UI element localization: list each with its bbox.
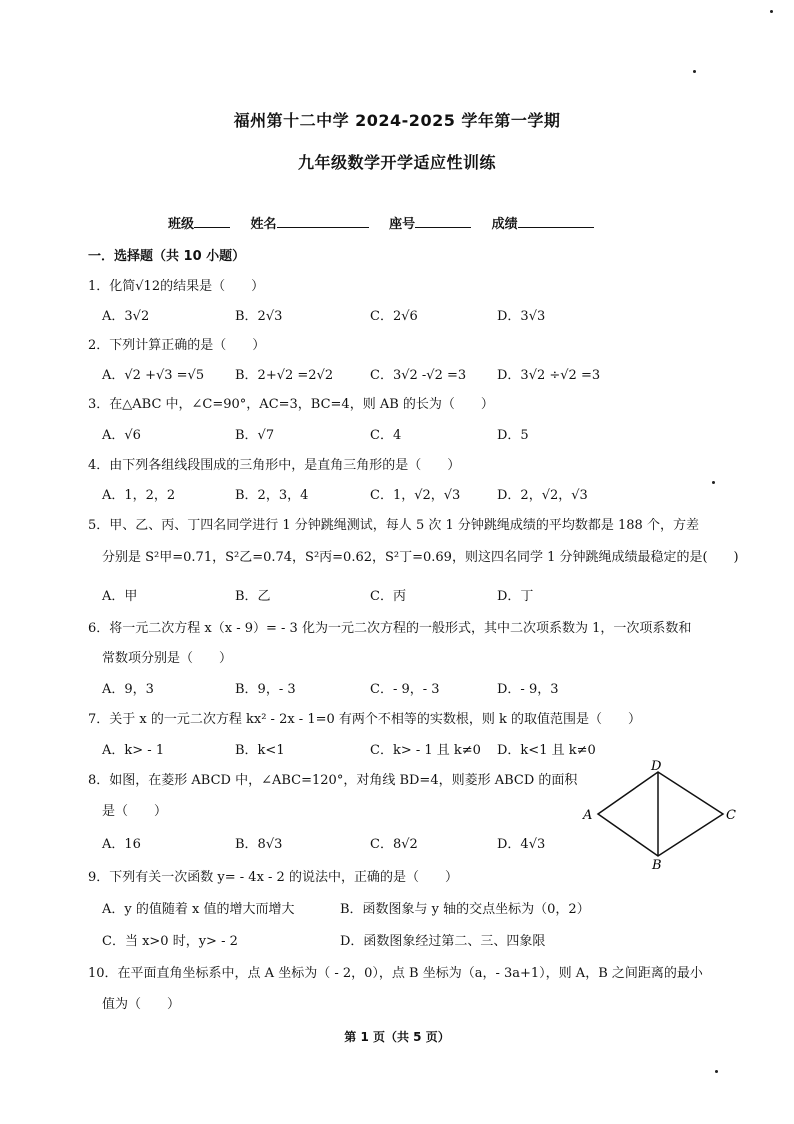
question-8-option-d: D．4√3 bbox=[497, 837, 546, 852]
question-10-stem: 10．在平面直角坐标系中，点 A 坐标为（ - 2，0），点 B 坐标为（a，- 3a+1），则 A，B 之间距离的最小 bbox=[88, 966, 703, 981]
question-6-option-d: D．- 9，3 bbox=[497, 682, 559, 697]
question-8-option-a: A．16 bbox=[102, 837, 141, 852]
question-4-option-a: A．1，2，2 bbox=[102, 488, 176, 503]
question-6-stem-cont: 常数项分别是（ ） bbox=[102, 651, 233, 666]
question-9-option-a: A．y 的值随着 x 值的增大而增大 bbox=[102, 902, 295, 917]
question-4-stem: 4．由下列各组线段围成的三角形中，是直角三角形的是（ ） bbox=[88, 458, 461, 473]
question-7-option-b: B．k<1 bbox=[235, 743, 285, 758]
question-6-stem: 6．将一元二次方程 x（x - 9）= - 3 化为一元二次方程的一般形式，其中二次项系数为 1，一次项系数和 bbox=[88, 621, 692, 636]
question-6-option-a: A．9，3 bbox=[102, 682, 154, 697]
question-5-option-b: B．乙 bbox=[235, 589, 271, 604]
page-footer: 第 1 页（共 5 页） bbox=[344, 1030, 450, 1044]
question-9-option-c: C．当 x>0 时，y> - 2 bbox=[102, 934, 238, 949]
question-8-option-b: B．8√3 bbox=[235, 837, 283, 852]
score-label: 成绩 bbox=[491, 217, 518, 232]
question-8-option-c: C．8√2 bbox=[370, 837, 418, 852]
scan-speck bbox=[770, 10, 773, 13]
question-5-option-a: A．甲 bbox=[102, 589, 138, 604]
question-8-stem-cont: 是（ ） bbox=[102, 804, 168, 819]
question-1-stem: 1．化简√12的结果是（ ） bbox=[88, 279, 265, 294]
question-5-option-d: D．丁 bbox=[497, 589, 534, 604]
question-2-stem: 2．下列计算正确的是（ ） bbox=[88, 338, 266, 353]
name-blank bbox=[277, 215, 369, 228]
question-3-option-a: A．√6 bbox=[102, 428, 141, 443]
question-2-option-a: A．√2 +√3 =√5 bbox=[102, 368, 205, 383]
question-3-option-b: B．√7 bbox=[235, 428, 275, 443]
question-2-option-d: D．3√2 ÷√2 =3 bbox=[497, 368, 601, 383]
exam-title: 福州第十二中学 2024-2025 学年第一学期 bbox=[233, 111, 561, 130]
question-9-stem: 9．下列有关一次函数 y= - 4x - 2 的说法中，正确的是（ ） bbox=[88, 870, 458, 885]
class-label: 班级 bbox=[168, 217, 195, 232]
student-info-row bbox=[168, 213, 610, 232]
question-5-option-c: C．丙 bbox=[370, 589, 406, 604]
class-blank bbox=[194, 215, 230, 228]
scan-speck bbox=[712, 481, 715, 484]
score-blank bbox=[518, 215, 594, 228]
section-title: 一．选择题（共 10 小题） bbox=[88, 249, 246, 264]
name-label: 姓名 bbox=[250, 217, 277, 232]
question-1-option-d: D．3√3 bbox=[497, 309, 546, 324]
scan-speck bbox=[693, 70, 696, 73]
exam-subtitle: 九年级数学开学适应性训练 bbox=[297, 153, 496, 172]
vertex-a-label: A bbox=[583, 808, 593, 823]
question-3-stem: 3．在△ABC 中，∠C=90°，AC=3，BC=4，则 AB 的长为（ ） bbox=[88, 397, 494, 412]
question-9-option-d: D．函数图象经过第二、三、四象限 bbox=[340, 934, 546, 949]
question-7-option-c: C．k> - 1 且 k≠0 bbox=[370, 743, 481, 758]
question-7-option-d: D．k<1 且 k≠0 bbox=[497, 743, 596, 758]
question-5-stem-cont: 分别是 S²甲=0.71，S²乙=0.74，S²丙=0.62，S²丁=0.69，则这四名同学 1 分钟跳绳成绩最稳定的是( ) bbox=[102, 550, 739, 565]
rhombus-figure bbox=[578, 758, 748, 870]
rhombus-outline bbox=[598, 772, 723, 856]
question-6-option-b: B．9，- 3 bbox=[235, 682, 296, 697]
question-8-stem: 8．如图，在菱形 ABCD 中，∠ABC=120°，对角线 BD=4，则菱形 ABCD 的面积 bbox=[88, 773, 578, 788]
question-10-stem-cont: 值为（ ） bbox=[102, 997, 181, 1012]
question-4-option-d: D．2，√2，√3 bbox=[497, 488, 588, 503]
vertex-c-label: C bbox=[726, 808, 736, 823]
question-3-option-c: C．4 bbox=[370, 428, 402, 443]
seat-label: 座号 bbox=[389, 217, 416, 232]
question-1-option-b: B．2√3 bbox=[235, 309, 283, 324]
question-9-option-b: B．函数图象与 y 轴的交点坐标为（0，2） bbox=[340, 902, 590, 917]
vertex-b-label: B bbox=[652, 858, 662, 870]
question-3-option-d: D．5 bbox=[497, 428, 529, 443]
question-5-stem: 5．甲、乙、丙、丁四名同学进行 1 分钟跳绳测试，每人 5 次 1 分钟跳绳成绩的平均数都是 188 个，方差 bbox=[88, 518, 699, 533]
question-4-option-c: C．1，√2，√3 bbox=[370, 488, 461, 503]
question-7-stem: 7．关于 x 的一元二次方程 kx² - 2x - 1=0 有两个不相等的实数根，则 k 的取值范围是（ ） bbox=[88, 712, 642, 727]
question-4-option-b: B．2，3，4 bbox=[235, 488, 309, 503]
question-2-option-c: C．3√2 -√2 =3 bbox=[370, 368, 467, 383]
question-1-option-c: C．2√6 bbox=[370, 309, 418, 324]
question-1-option-a: A．3√2 bbox=[102, 309, 150, 324]
seat-blank bbox=[415, 215, 471, 228]
question-7-option-a: A．k> - 1 bbox=[102, 743, 165, 758]
question-2-option-b: B．2+√2 =2√2 bbox=[235, 368, 334, 383]
scan-speck bbox=[715, 1070, 718, 1073]
question-6-option-c: C．- 9，- 3 bbox=[370, 682, 440, 697]
vertex-d-label: D bbox=[651, 759, 662, 774]
